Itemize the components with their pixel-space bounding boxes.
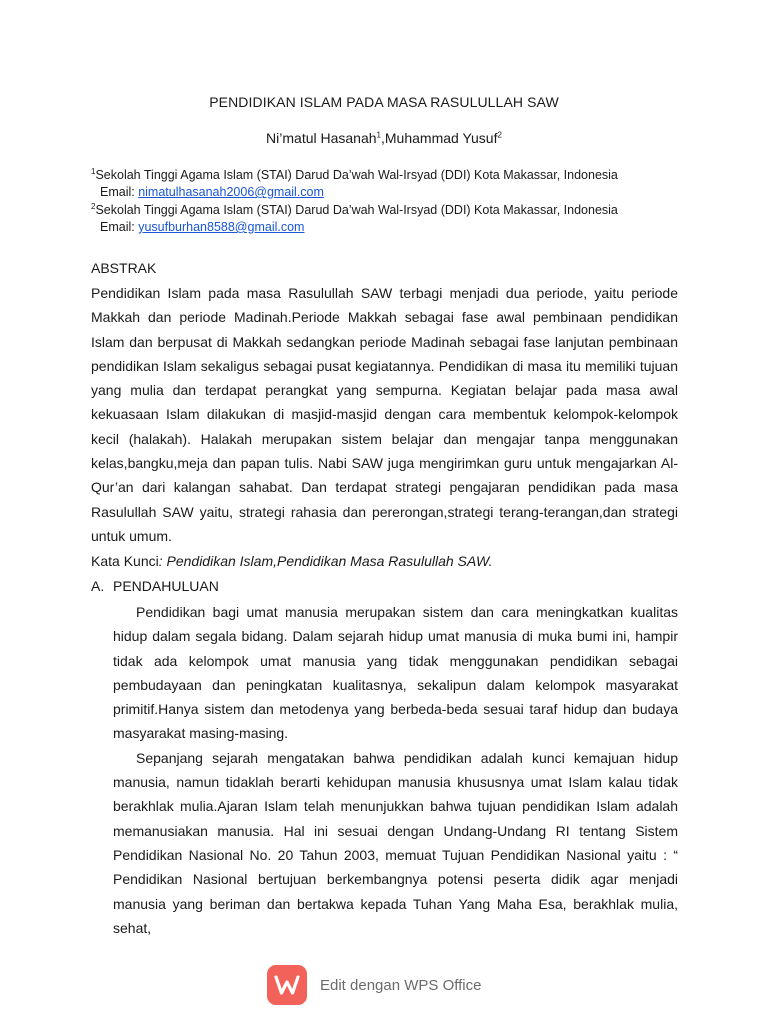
abstract-heading: ABSTRAK (91, 260, 157, 276)
affiliation-1: $^1$Sekolah Tinggi Agama Islam (STAI) Darud Da’wah Wal-Irsyad (DDI) Kota Makassar, Indonesia Email: nimatulhasanah2006@gmail.com (91, 166, 618, 199)
paper-title: PENDIDIKAN ISLAM PADA MASA RASULULLAH SAW (209, 94, 559, 110)
author-name: Muhammad Yusuf (384, 130, 498, 146)
abstract-body: Pendidikan Islam pada masa Rasulullah SAW terbagi menjadi dua periode, yaitu periode Makkah dan periode Madinah.Periode Makkah sebagai fase awal pembinaan pendidikan Islam dan berpusat di Makkah sedangkan periode Madinah sebagai fase lanjutan pembinaan pendidikan Islam sekaligus sebagai pusat kegiatannya. Pendidikan di masa itu memiliki tujuan yang mulia dan terdapat perangkat yang sempurna. Kegiatan belajar pada masa awal kekuasaan Islam dilakukan di masjid-masjid dengan cara membentuk kelompok-kelompok kecil (halakah). Halakah merupakan sistem belajar dan mengajar tanpa menggunakan kelas,bangku,meja dan papan tulis. Nabi SAW juga mengirimkan guru untuk mengajarkan Al-Qur’an dari kalangan sahabat. Dan terdapat strategi pengajaran pendidikan pada masa Rasulullah SAW yaitu, strategi rahasia dan pererongan,strategi terang-terangan,dan strategi untuk umum. (91, 285, 678, 544)
author-name: Ni’matul Hasanah (266, 130, 377, 146)
section-heading: A. PENDAHULUAN (91, 578, 219, 594)
wps-edit-label[interactable]: Edit dengan WPS Office (320, 976, 482, 994)
author-sup: 2 (497, 130, 502, 140)
paragraph: Sepanjang sejarah mengatakan bahwa pendidikan adalah kunci kemajuan hidup manusia, namun tidaklah berarti kehidupan manusia khususnya umat Islam kalau tidak berakhlak mulia.Ajaran Islam telah menunjukkan bahwa tujuan pendidikan Islam adalah memanusiakan manusia. Hal ini sesuai dengan Undang-Undang RI tentang Sistem Pendidikan Nasional No. 20 Tahun 2003, memuat Tujuan Pendidikan Nasional yaitu : “ Pendidikan Nasional bertujuan berkembangnya potensi peserta didik agar menjadi manusia yang beriman dan bertakwa kepada Tuhan Yang Maha Esa, berakhlak mulia, sehat, (113, 749, 678, 936)
keywords-text: : Pendidikan Islam,Pendidikan Masa Rasulullah SAW. (158, 553, 493, 569)
author-sup: 1 (376, 130, 381, 140)
keywords (91, 553, 493, 569)
paragraph: Pendidikan bagi umat manusia merupakan sistem dan cara meningkatkan kualitas hidup dalam segala bidang. Dalam sejarah hidup umat manusia di muka bumi ini, hampir tidak ada kelompok umat manusia yang tidak menggunakan pendidikan sebagai pembudayaan dan peningkatan kualitasnya, sekalipun dalam kelompok masyarakat primitif.Hanya sistem dan metodenya yang berbeda-beda sesuai taraf hidup dan budaya masyarakat masing-masing. (113, 604, 678, 742)
wps-edit-banner[interactable] (267, 963, 481, 1007)
email-link[interactable]: nimatulhasanah2006@gmail.com (138, 185, 324, 199)
keywords-label: Kata Kunci (91, 553, 159, 569)
affiliation-2: $^2$Sekolah Tinggi Agama Islam (STAI) Darud Da’wah Wal-Irsyad (DDI) Kota Makassar, Indonesia Email: yusufburhan8588@gmail.com (91, 201, 618, 234)
section-body (113, 600, 678, 940)
wps-office-logo-icon (267, 965, 307, 1005)
email-link[interactable]: yusufburhan8588@gmail.com (138, 220, 305, 234)
author-line: Ni’matul Hasanah$^1$,Muhammad Yusuf$^2$ (266, 130, 502, 146)
